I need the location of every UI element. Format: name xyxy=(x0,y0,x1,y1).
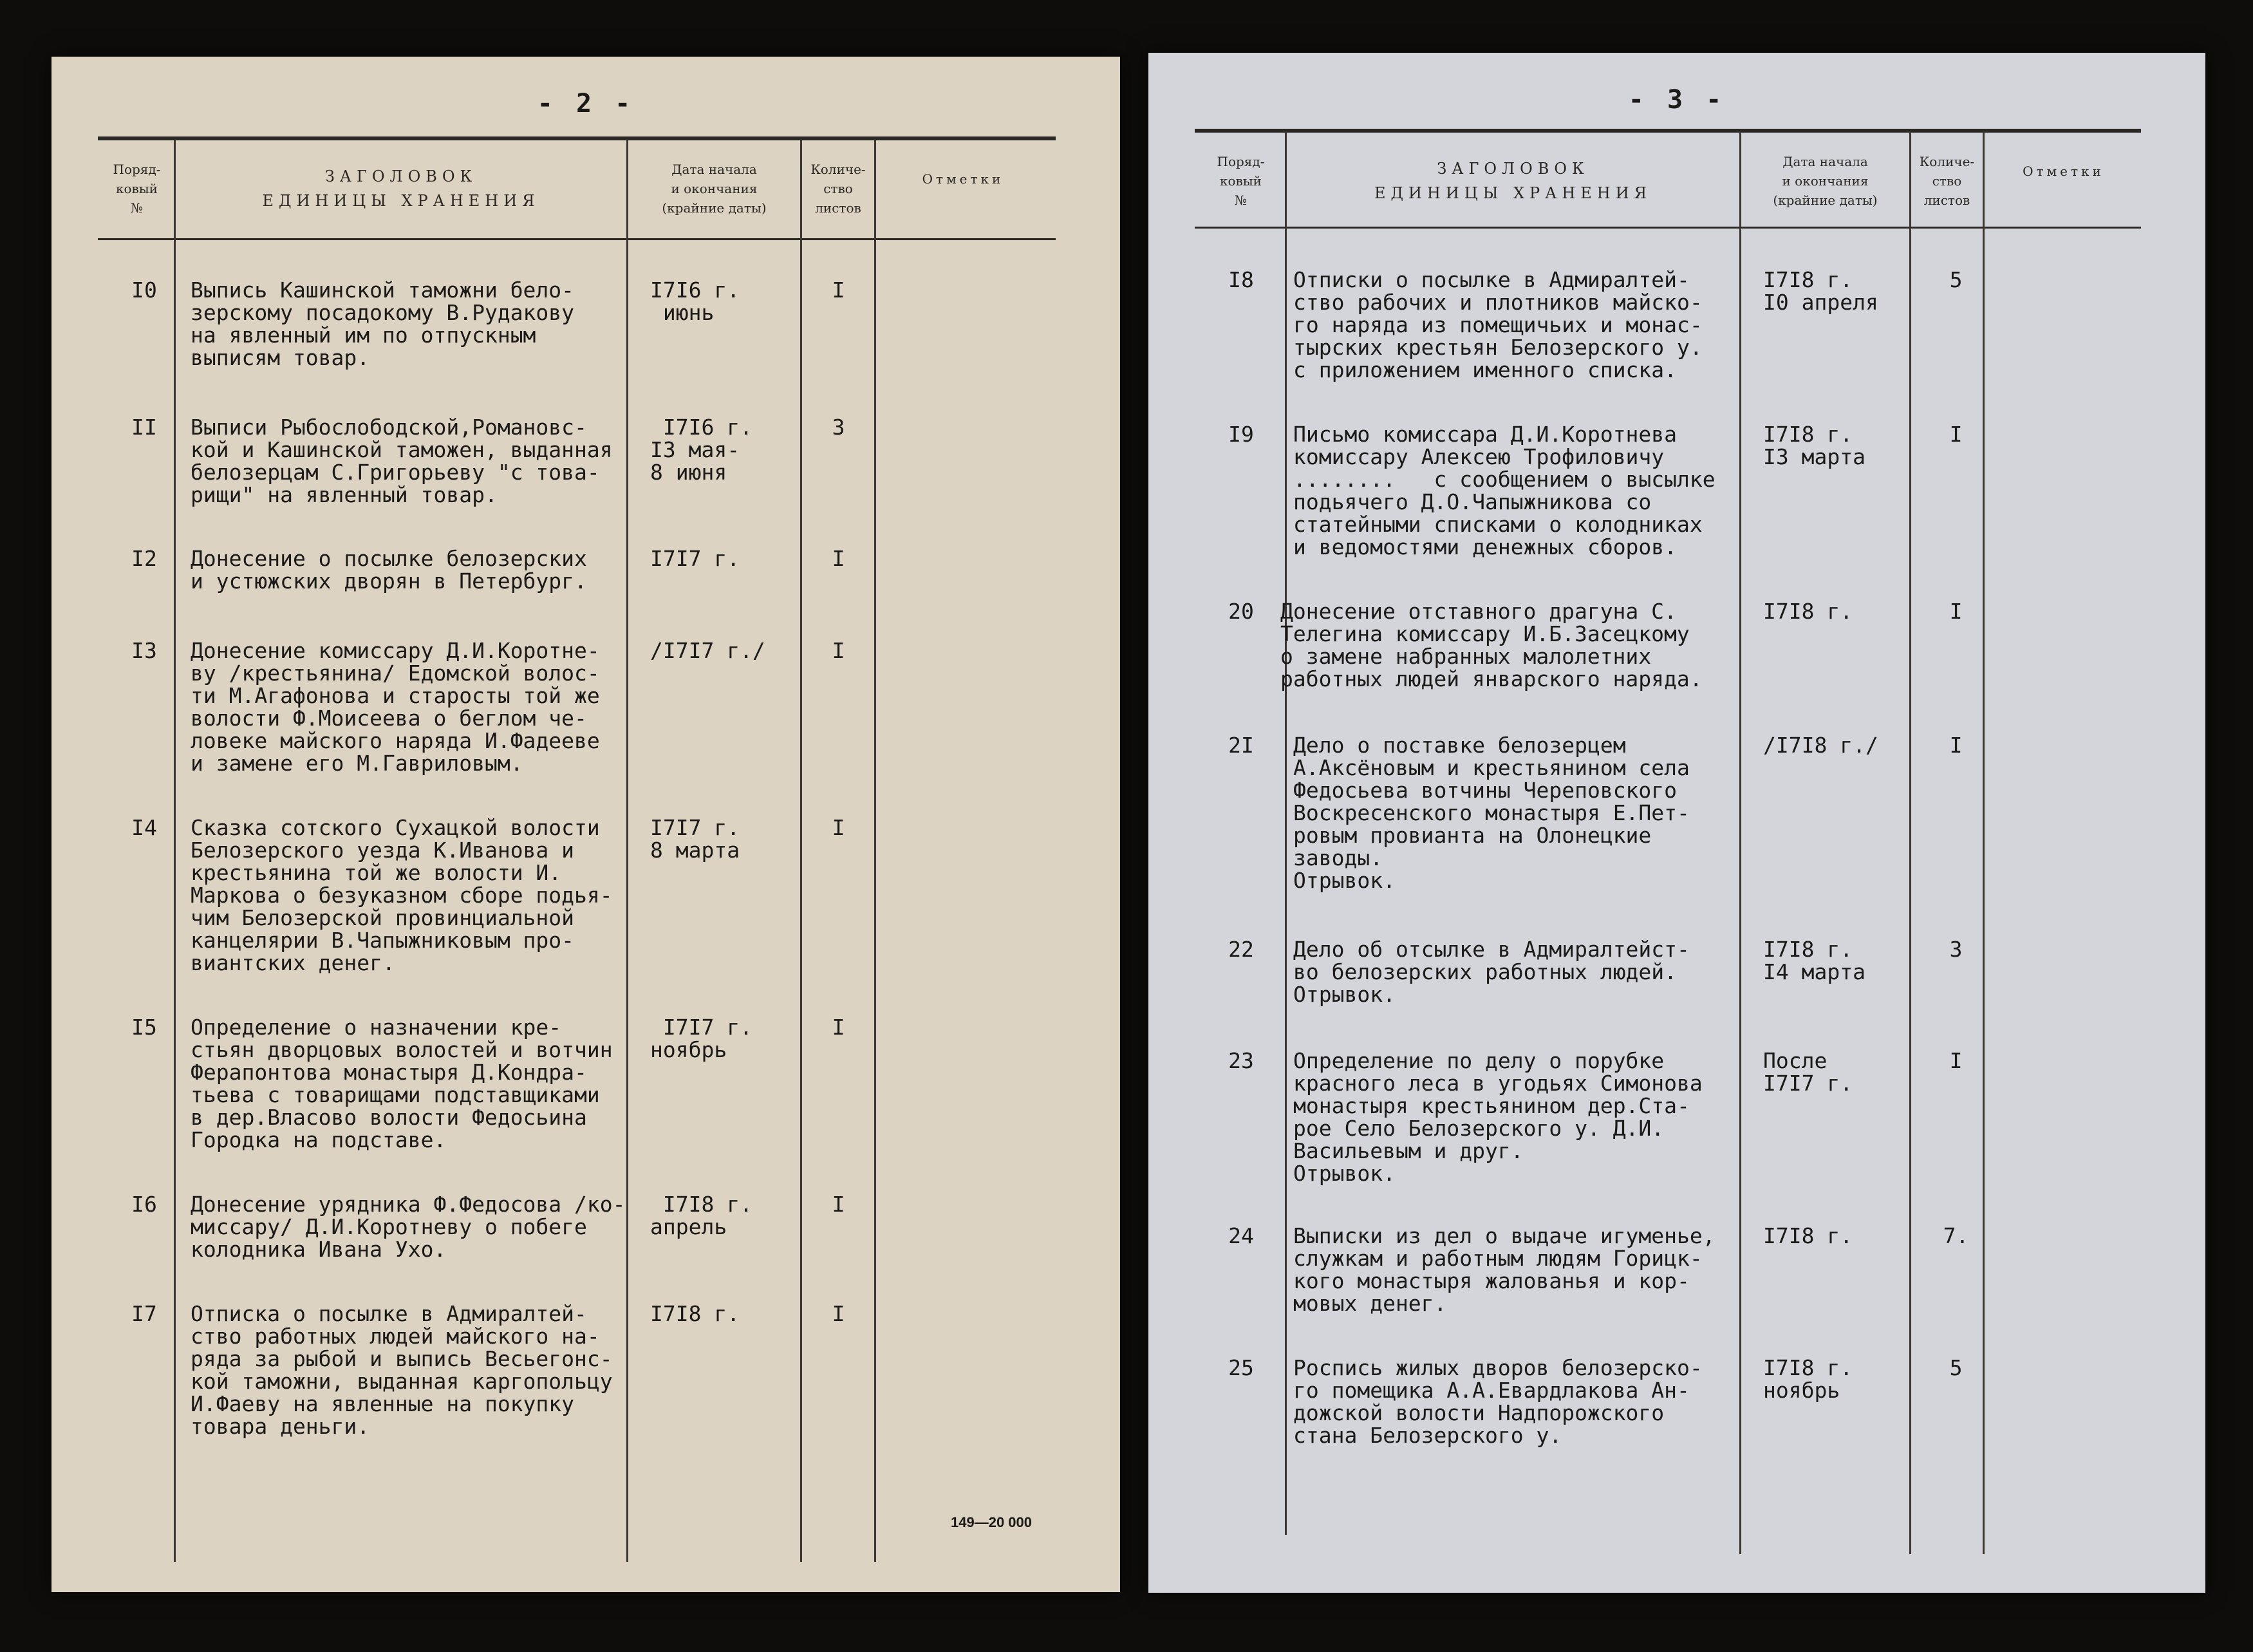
row-sheet-count: 3 xyxy=(1949,937,1963,962)
row-title: Определение по делу о порубке красного леса в угодьях Симонова монастыря крестьянином дер.Ста- рое Село Белозерского у. Д.И. Васильевым и друг. Отрывок. xyxy=(1293,1048,1703,1186)
row-dates: I7I8 г. I3 марта xyxy=(1763,422,1865,469)
row-dates: I7I7 г. ноябрь xyxy=(650,1015,753,1062)
row-dates: I7I8 г. I0 апреля xyxy=(1763,267,1878,315)
row-sheet-count: I xyxy=(832,638,845,663)
row-dates: I7I6 г. июнь xyxy=(650,277,740,325)
row-number: I0 xyxy=(131,277,157,303)
column-divider xyxy=(626,139,628,1562)
table-header-rule xyxy=(98,238,1056,240)
row-title: Дело о поставке белозерцем А.Аксёновым и крестьянином села Федосьева вотчины Череповского Воскресенского монастыря Е.Пет- ровым провианта на Олонецкие заводы. Отрывок. xyxy=(1293,733,1690,893)
row-sheet-count: 3 xyxy=(832,415,845,440)
row-number: I3 xyxy=(131,638,157,663)
row-sheet-count: I xyxy=(1949,599,1963,624)
row-number: 23 xyxy=(1228,1048,1254,1073)
header-marks: Отметки xyxy=(922,171,1004,187)
page-2-sheet xyxy=(51,57,1120,1592)
row-number: II xyxy=(131,415,157,440)
row-number: 25 xyxy=(1228,1355,1254,1380)
row-title: Выпись Кашинской таможни бело- зерскому посадокому В.Рудакову на явленный им по отпускным выписям товар. xyxy=(191,277,575,370)
row-sheet-count: I xyxy=(1949,733,1963,758)
row-number: I5 xyxy=(131,1015,157,1040)
row-sheet-count: 7. xyxy=(1943,1223,1969,1248)
row-sheet-count: I xyxy=(832,1301,845,1326)
row-number: I8 xyxy=(1228,267,1254,292)
row-title: Сказка сотского Сухацкой волости Белозерского уезда К.Иванова и крестьянина той же волости И. Маркова о безуказном сборе подья- чим Белозерской провинциальной канцелярии В.Чапыжниковым про- виантских денег. xyxy=(191,815,613,975)
row-sheet-count: I xyxy=(1949,1048,1963,1073)
row-dates: I7I8 г. xyxy=(1763,599,1853,624)
row-title: Выписки из дел о выдаче игуменье, служкам и работным людям Горицк- кого монастыря жалованья и кор- мовых денег. xyxy=(1293,1223,1715,1316)
header-dates: Дата начала и окончания (крайние даты) xyxy=(662,162,767,216)
row-sheet-count: I xyxy=(1949,422,1963,447)
row-title: Донесение комиссару Д.И.Коротне- ву /крестьянина/ Едомской волос- ти М.Агафонова и старосты той же волости Ф.Моисеева о беглом че- ловеке майского наряда И.Фадееве и замене его М.Гавриловым. xyxy=(191,638,600,776)
row-title: Донесение о посылке белозерских и устюжских дворян в Петербург. xyxy=(191,546,587,594)
column-divider xyxy=(1739,131,1741,1554)
row-number: 2I xyxy=(1228,733,1254,758)
row-title: Донесение отставного драгуна С. Телегина комиссару И.Б.Засецкому о замене набранных малолетних работных людей январского наряда. xyxy=(1280,599,1703,691)
row-sheet-count: 5 xyxy=(1949,1355,1963,1380)
row-number: I7 xyxy=(131,1301,157,1326)
column-divider xyxy=(1909,131,1911,1554)
column-divider xyxy=(874,139,876,1562)
row-dates: После I7I7 г. xyxy=(1763,1048,1853,1096)
row-sheet-count: I xyxy=(832,1015,845,1040)
row-dates: /I7I7 г./ xyxy=(650,638,765,663)
header-title: ЗАГОЛОВОК ЕДИНИЦЫ ХРАНЕНИЯ xyxy=(262,167,540,210)
row-dates: I7I8 г. xyxy=(650,1301,740,1326)
row-dates: I7I8 г. апрель xyxy=(650,1192,753,1239)
row-number: I9 xyxy=(1228,422,1254,447)
print-code: 149—20 000 xyxy=(951,1514,1032,1530)
row-number: I2 xyxy=(131,546,157,571)
row-sheet-count: I xyxy=(832,815,845,840)
page-number: - 3 - xyxy=(1628,85,1726,115)
row-title: Дело об отсылке в Адмиралтейст- во белозерских работных людей. Отрывок. xyxy=(1293,937,1690,1007)
column-divider xyxy=(800,139,802,1562)
column-divider xyxy=(1285,131,1287,1535)
header-sheets: Количе- ство листов xyxy=(810,162,866,216)
row-sheet-count: 5 xyxy=(1949,267,1963,292)
header-sheets: Количе- ство листов xyxy=(1919,154,1975,208)
row-title: Роспись жилых дворов белозерско- го помещика А.А.Евардлакова Ан- дожской волости Надпорожского стана Белозерского у. xyxy=(1293,1355,1703,1448)
row-dates: /I7I8 г./ xyxy=(1763,733,1878,758)
row-dates: I7I8 г. xyxy=(1763,1223,1853,1248)
header-order-number: Поряд- ковый № xyxy=(113,162,161,216)
row-dates: I7I8 г. I4 марта xyxy=(1763,937,1865,984)
row-number: 20 xyxy=(1228,599,1254,624)
row-number: I6 xyxy=(131,1192,157,1217)
page-number: - 2 - xyxy=(537,89,635,118)
row-dates: I7I7 г. xyxy=(650,546,740,571)
row-dates: I7I6 г. I3 мая- 8 июня xyxy=(650,415,753,485)
row-dates: I7I8 г. ноябрь xyxy=(1763,1355,1853,1403)
column-divider xyxy=(174,139,176,1562)
header-order-number: Поряд- ковый № xyxy=(1217,154,1265,208)
header-title: ЗАГОЛОВОК ЕДИНИЦЫ ХРАНЕНИЯ xyxy=(1374,160,1652,202)
row-dates: I7I7 г. 8 марта xyxy=(650,815,740,863)
header-dates: Дата начала и окончания (крайние даты) xyxy=(1773,154,1878,208)
row-title: Определение о назначении кре- стьян дворцовых волостей и вотчин Ферапонтова монастыря Д.Кондра- тьева с товарищами подставщиками в дер.Власово волости Федосьина Городка на подставе. xyxy=(191,1015,613,1152)
row-title: Отписки о посылке в Адмиралтей- ство рабочих и плотников майско- го наряда из помещичьих и монас- тырских крестьян Белозерского у. с приложением именного списка. xyxy=(1293,267,1703,382)
row-sheet-count: I xyxy=(832,277,845,303)
row-sheet-count: I xyxy=(832,546,845,571)
row-number: 22 xyxy=(1228,937,1254,962)
row-title: Выписи Рыбослободской,Романовс- кой и Кашинской таможен, выданная белозерцам С.Григорьеву "с това- рищи" на явленный товар. xyxy=(191,415,613,507)
page-3-sheet xyxy=(1148,53,2205,1593)
column-divider xyxy=(1983,131,1985,1554)
row-title: Письмо комиссара Д.И.Коротнева комиссару Алексею Трофиловичу ........ с сообщением о высылке подьячего Д.О.Чапыжникова со статейными списками о колодниках и ведомостями денежных сборов. xyxy=(1293,422,1715,559)
row-number: I4 xyxy=(131,815,157,840)
row-title: Отписка о посылке в Адмиралтей- ство работных людей майского на- ряда за рыбой и выпись Весьегонс- кой таможни, выданная каргопольцу И.Фаеву на явленные на покупку товара деньги. xyxy=(191,1301,613,1439)
row-sheet-count: I xyxy=(832,1192,845,1217)
header-marks: Отметки xyxy=(2023,164,2104,179)
row-title: Донесение урядника Ф.Федосова /ко- миссару/ Д.И.Коротневу о побеге колодника Ивана Ухо. xyxy=(191,1192,626,1262)
row-number: 24 xyxy=(1228,1223,1254,1248)
